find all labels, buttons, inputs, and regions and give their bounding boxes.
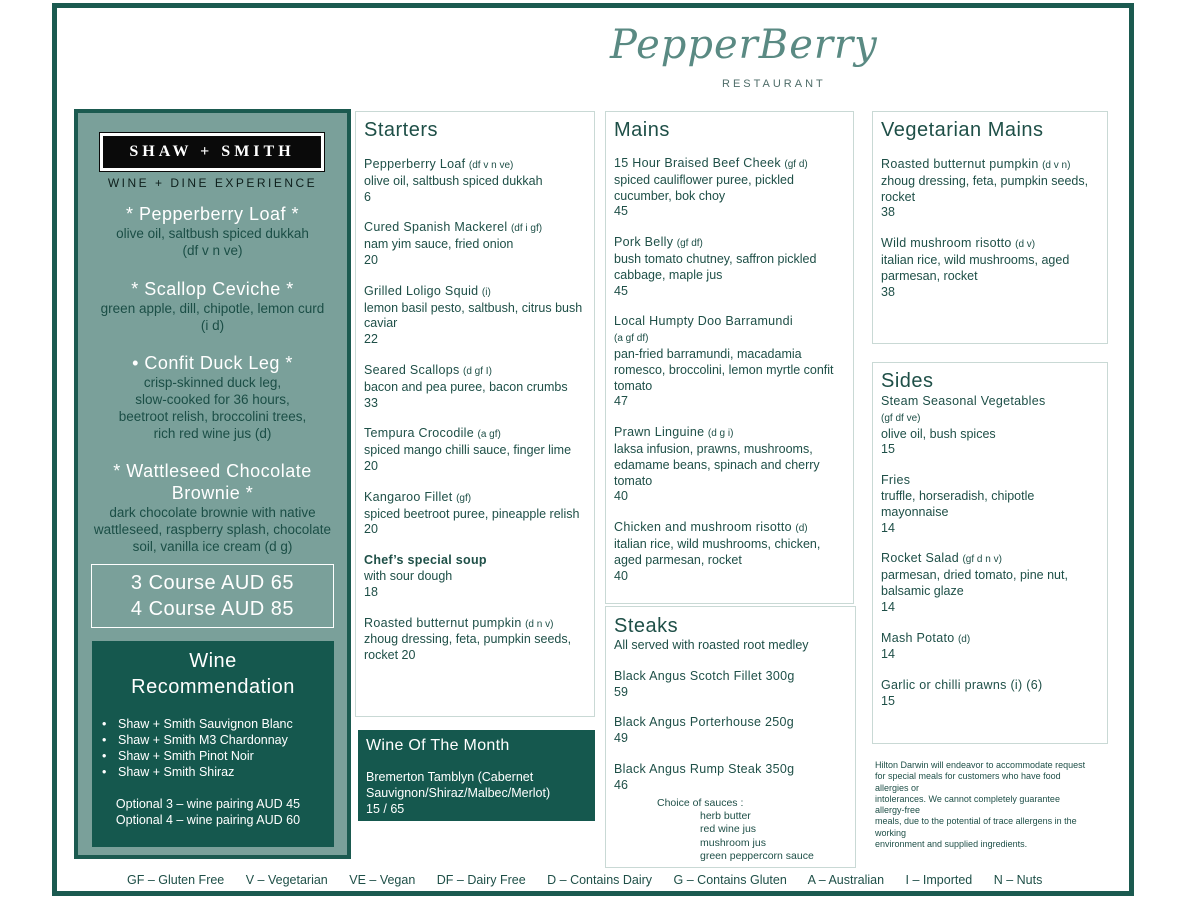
menu-item: Kangaroo Fillet (gf) spiced beetroot puree, pineapple relish 20 <box>364 489 580 537</box>
wine-of-the-month <box>358 730 595 821</box>
legend-item: N – Nuts <box>993 873 1043 887</box>
steaks-subtitle: All served with roasted root medley <box>614 638 809 652</box>
menu-item: Rocket Salad (gf d n v) parmesan, dried tomato, pine nut, balsamic glaze 14 <box>881 551 1068 614</box>
sauce-item: green peppercorn sauce <box>700 849 814 862</box>
legend-item: D – Contains Dairy <box>547 873 653 887</box>
menu-item: 15 Hour Braised Beef Cheek (gf d) spiced cauliflower puree, pickled cucumber, bok choy 45 <box>614 156 808 219</box>
promo-course-4 <box>78 460 347 555</box>
menu-item: Seared Scallops (d gf I) bacon and pea puree, bacon crumbs 33 <box>364 362 568 410</box>
wine-item: • Shaw + Smith M3 Chardonnay <box>102 733 288 747</box>
course-desc: rich red wine jus (d) <box>153 426 272 441</box>
menu-item: Wild mushroom risotto (d v) italian rice, wild mushrooms, aged parmesan, rocket 38 <box>881 236 1070 299</box>
course-desc: beetroot relish, broccolini trees, <box>118 409 307 424</box>
brand-subtitle: WINE + DINE EXPERIENCE <box>107 176 318 190</box>
menu-item: Black Angus Porterhouse 250g 49 <box>614 715 795 746</box>
menu-item: Chicken and mushroom risotto (d) italian rice, wild mushrooms, chicken, aged parmesan, rocket 40 <box>614 520 821 583</box>
menu-item: Chef’s special soup with sour dough 18 <box>364 553 487 599</box>
restaurant-logo <box>610 22 878 92</box>
course-desc: (df v n ve) <box>182 243 243 258</box>
logo-script: PepperBerry <box>610 22 878 68</box>
dietary-legend <box>127 873 1060 887</box>
sauces-title: Choice of sauces : <box>657 797 744 809</box>
legend-item: I – Imported <box>905 873 973 887</box>
pairing-4: Optional 4 – wine pairing AUD 60 <box>115 813 301 827</box>
wine-item: • Shaw + Smith Pinot Noir <box>102 749 254 763</box>
promo-course-2 <box>78 278 347 334</box>
pairing-3: Optional 3 – wine pairing AUD 45 <box>115 797 301 811</box>
mains-section <box>605 111 854 604</box>
legend-item: VE – Vegan <box>349 873 416 887</box>
course-desc: soil, vanilla ice cream (d g) <box>132 539 293 554</box>
wine-rec-title-line1: Wine <box>189 650 237 672</box>
course-title: * Scallop Ceviche * <box>131 279 294 299</box>
menu-item: Fries truffle, horseradish, chipotle mayonnaise 14 <box>881 473 1035 535</box>
course-price-box <box>91 564 334 628</box>
sauce-item: mushroom jus <box>700 836 766 849</box>
sauce-choices <box>657 797 814 863</box>
course-desc: dark chocolate brownie with native <box>109 505 316 520</box>
menu-item: Prawn Linguine (d g i) laksa infusion, prawns, mushrooms, edamame beans, spinach and cherry tomato 40 <box>614 425 820 504</box>
menu-item: Black Angus Rump Steak 350g 46 <box>614 761 795 792</box>
price-3-course: 3 Course AUD 65 <box>130 572 295 594</box>
course-title-cont: Brownie * <box>171 483 254 503</box>
starters-section <box>355 111 595 717</box>
menu-item: Roasted butternut pumpkin (d v n) zhoug dressing, feta, pumpkin seeds, rocket 38 <box>881 157 1089 220</box>
menu-item: Local Humpty Doo Barramundi (a gf df) pan-fried barramundi, macadamia romesco, broccolini, lemon myrtle confit tomato 47 <box>614 314 834 409</box>
sides-section <box>872 362 1108 744</box>
wine-recommendation <box>92 641 334 847</box>
brand-logo: SHAW + SMITH <box>100 133 324 171</box>
wine-dine-panel <box>74 109 351 859</box>
legend-item: A – Australian <box>807 873 885 887</box>
promo-course-1 <box>78 203 347 259</box>
price-4-course: 4 Course AUD 85 <box>130 598 295 620</box>
course-desc: green apple, dill, chipotle, lemon curd <box>100 301 325 316</box>
legend-item: V – Vegetarian <box>245 873 328 887</box>
menu-item: Cured Spanish Mackerel (df i gf) nam yim sauce, fried onion 20 <box>364 220 543 267</box>
wine-rec-title-line2: Recommendation <box>131 676 295 698</box>
course-title: * Wattleseed Chocolate <box>113 461 312 481</box>
course-title: * Pepperberry Loaf * <box>125 204 300 224</box>
sauce-item: herb butter <box>700 810 751 823</box>
section-title: Starters <box>364 119 439 141</box>
menu-item: Mash Potato (d) 14 <box>881 630 971 662</box>
wine-list <box>92 716 334 780</box>
course-desc: slow-cooked for 36 hours, <box>135 392 290 407</box>
promo-course-3 <box>78 352 347 442</box>
legend-item: G – Contains Gluten <box>673 873 787 887</box>
vegetarian-section <box>872 111 1108 344</box>
menu-item: Roasted butternut pumpkin (d n v) zhoug dressing, feta, pumpkin seeds, rocket 20 <box>364 615 572 663</box>
wine-pairing-options <box>92 796 334 828</box>
menu-item: Pork Belly (gf df) bush tomato chutney, saffron pickled cabbage, maple jus 45 <box>614 235 817 298</box>
section-title: Steaks <box>614 615 679 637</box>
course-desc: wattleseed, raspberry splash, chocolate <box>93 522 332 537</box>
menu-item: Steam Seasonal Vegetables (gf df ve) olive oil, bush spices 15 <box>881 394 1046 457</box>
sauce-item: red wine jus <box>700 823 757 836</box>
course-desc: (i d) <box>200 318 225 333</box>
allergy-disclaimer: Hilton Darwin will endeavor to accommodate request for special meals for customers who have food allergies or intolerances. We cannot completely guarantee allergy-free meals, due to the potential of trace allergens in the working environment and supplied ingredients. <box>875 760 1086 850</box>
menu-item: Tempura Crocodile (a gf) spiced mango chilli sauce, finger lime 20 <box>364 426 572 473</box>
section-title: Sides <box>881 370 934 392</box>
course-desc: olive oil, saltbush spiced dukkah <box>116 226 309 241</box>
wine-item: • Shaw + Smith Shiraz <box>102 765 235 779</box>
menu-item: Grilled Loligo Squid (i) lemon basil pesto, saltbush, citrus bush caviar 22 <box>364 283 583 347</box>
legend-item: GF – Gluten Free <box>127 873 225 887</box>
course-desc: crisp-skinned duck leg, <box>143 375 282 390</box>
menu-item: Black Angus Scotch Fillet 300g 59 <box>614 668 795 699</box>
legend-item: DF – Dairy Free <box>436 873 526 887</box>
wine-rec-title <box>92 648 334 700</box>
section-title: Vegetarian Mains <box>881 119 1044 141</box>
wine-item: • Shaw + Smith Sauvignon Blanc <box>102 717 293 731</box>
menu-item: Garlic or chilli prawns (i) (6) 15 <box>881 678 1043 708</box>
course-title: • Confit Duck Leg * <box>132 353 293 373</box>
logo-subtitle: RESTAURANT <box>722 78 826 90</box>
wotm-title: Wine Of The Month <box>366 737 510 754</box>
menu-item: Pepperberry Loaf (df v n ve) olive oil, saltbush spiced dukkah 6 <box>364 157 543 204</box>
section-title: Mains <box>614 119 670 141</box>
wotm-details: Bremerton Tamblyn (Cabernet Sauvignon/Shiraz/Malbec/Merlot) 15 / 65 <box>366 770 551 816</box>
